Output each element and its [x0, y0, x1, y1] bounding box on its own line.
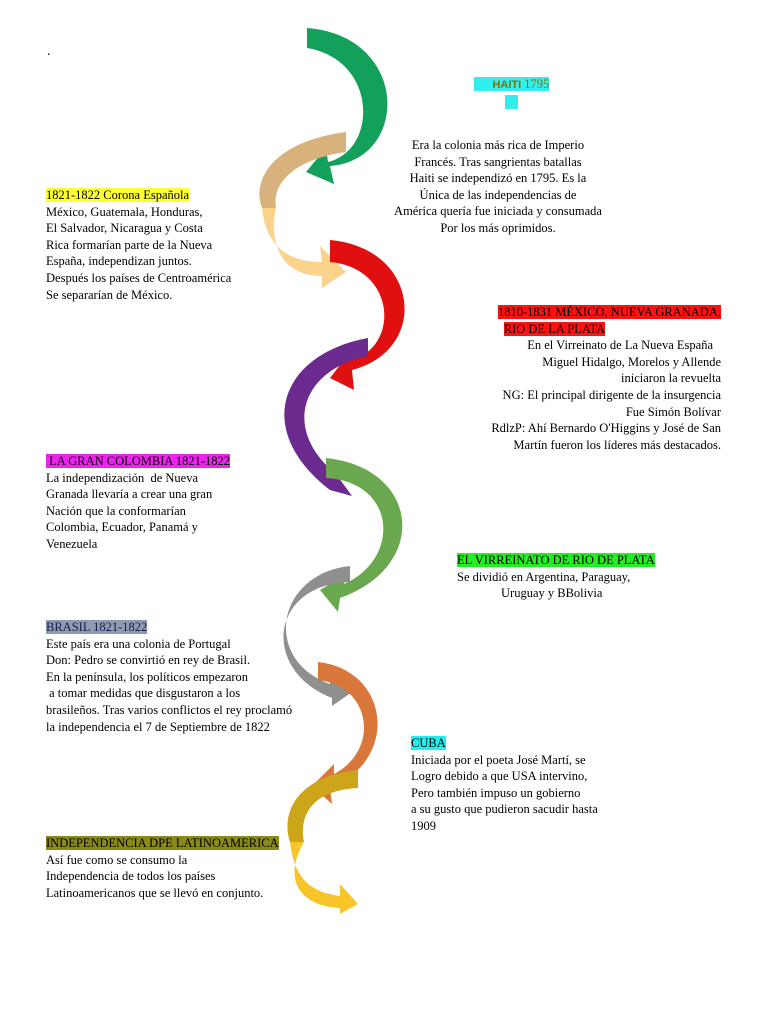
entry-line: Así fue como se consumo la — [46, 852, 188, 867]
heading-bg-haiti — [474, 77, 550, 109]
heading-bg-mexico-2: RIO DE LA PLATA — [503, 321, 606, 336]
entry-line: la independencia el 7 de Septiembre de 1822 — [46, 719, 270, 734]
entry-line: Pero también impuso un gobierno — [411, 785, 581, 800]
entry-heading — [411, 735, 598, 752]
entry-line: Se separarían de México. — [46, 287, 173, 302]
heading-bg-final: INDEPENDENCIA DPE LATINOAMERICA — [46, 836, 279, 850]
entry-line: Colombia, Ecuador, Panamá y — [46, 520, 198, 535]
entry-line: Por los más oprimidos. — [440, 220, 556, 235]
entry-heading — [457, 552, 655, 569]
heading-bg-corona: 1821-1822 Corona Española — [46, 188, 190, 202]
arrow-red — [330, 240, 405, 390]
heading-bg-cuba: CUBA — [411, 736, 446, 750]
entry-line: iniciaron la revuelta — [621, 371, 721, 386]
entry-line: a su gusto que pudieron sacudir hasta — [411, 802, 598, 817]
entry-heading — [46, 835, 279, 852]
entry-line: Nación que la conformarían — [46, 503, 186, 518]
entry-line: RdlzP: Ahí Bernardo O'Higgins y José de San — [491, 421, 721, 436]
arrow-tan — [259, 132, 346, 208]
entry-corona — [46, 187, 231, 303]
entry-mexico — [440, 304, 721, 453]
entry-line: Don: Pedro se convirtió en rey de Brasil. — [46, 653, 251, 668]
entry-line: Martín fueron los líderes más destacados. — [513, 437, 721, 452]
heading-bg-brasil: BRASIL 1821-1822 — [46, 620, 148, 634]
entry-heading — [440, 304, 721, 321]
entry-line: España, independizan juntos. — [46, 254, 192, 269]
entry-line: América quería fue iniciada y consumada — [394, 204, 602, 219]
arrow-yellow — [290, 842, 358, 914]
entry-heading — [46, 619, 292, 636]
entry-line: En el Virreinato de La Nueva España — [527, 338, 713, 353]
heading-bg-gran-colombia: LA GRAN COLOMBIA 1821-1822 — [46, 454, 231, 468]
heading-bg-mexico-1: 1810-1831 MÉXICO, NUEVA GRANADA, — [497, 305, 721, 319]
heading-strong: HAITI — [492, 79, 522, 92]
entry-line: Logro debido a que USA intervino, — [411, 769, 588, 784]
entry-line: Era la colonia más rica de Imperio — [411, 137, 585, 152]
entry-line: Independencia de todos los países — [46, 869, 216, 884]
entry-heading — [403, 43, 620, 127]
entry-line: En la península, los políticos empezaron — [46, 669, 249, 684]
arrow-gold — [288, 770, 358, 842]
entry-line: Francés. Tras sangrientas batallas — [414, 154, 582, 169]
entry-line: Haiti se independizó en 1795. Es la — [409, 171, 587, 186]
entry-line: El Salvador, Nicaragua y Costa — [46, 221, 203, 236]
entry-haiti — [376, 43, 620, 237]
spacer — [376, 127, 620, 137]
entry-line: Se dividió en Argentina, Paraguay, — [457, 569, 631, 584]
entry-line: Este país era una colonia de Portugal — [46, 636, 231, 651]
entry-line: Latinoamericanos que se llevó en conjunto. — [46, 885, 264, 900]
entry-heading — [46, 187, 231, 204]
entry-heading — [440, 321, 721, 338]
heading-rest: 1795 — [521, 77, 550, 92]
entry-cuba — [411, 735, 598, 835]
entry-line: La independización de Nueva — [46, 470, 199, 485]
entry-line: México, Guatemala, Honduras, — [46, 204, 203, 219]
entry-line: Granada llevaría a crear una gran — [46, 487, 213, 502]
entry-line: Miguel Hidalgo, Morelos y Allende — [542, 354, 721, 369]
entry-line: a tomar medidas que disgustaron a los — [46, 686, 241, 701]
entry-line: Única de las independencias de — [419, 187, 577, 202]
entry-heading — [46, 453, 230, 470]
entry-line: brasileños. Tras varios conflictos el rey proclamó — [46, 702, 293, 717]
entry-line: 1909 — [411, 818, 436, 833]
heading-bg-rio-plata: EL VIRREINATO DE RIO DE PLATA — [457, 553, 655, 567]
entry-line: Después los países de Centroamérica — [46, 270, 232, 285]
entry-line: NG: El principal dirigente de la insurgencia — [502, 387, 721, 402]
stray-dot: . — [47, 44, 51, 59]
entry-line: Rica formarían parte de la Nueva — [46, 237, 213, 252]
entry-brasil — [46, 619, 292, 735]
entry-line: Venezuela — [46, 536, 98, 551]
entry-rio-plata — [457, 552, 655, 602]
entry-line: Iniciada por el poeta José Martí, se — [411, 752, 586, 767]
entry-line: Fue Simón Bolívar — [625, 404, 721, 419]
entry-line: Uruguay y BBolivia — [501, 586, 603, 601]
entry-final — [46, 835, 279, 901]
entry-gran-colombia — [46, 453, 230, 553]
